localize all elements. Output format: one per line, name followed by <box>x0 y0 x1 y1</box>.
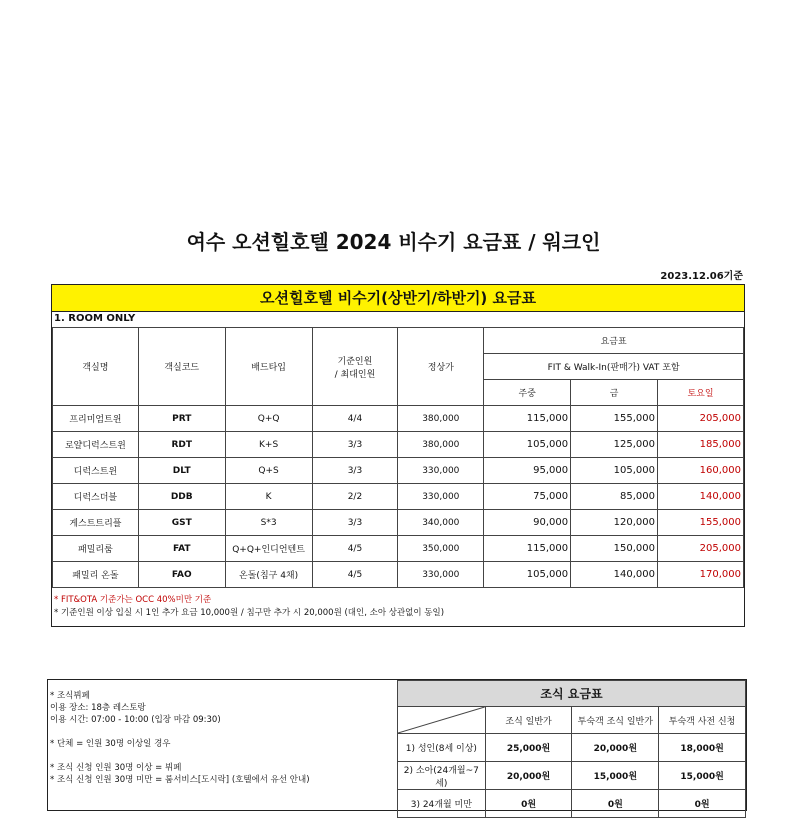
room-code-cell: DDB <box>138 484 225 510</box>
breakfast-row-label: 3) 24개월 미만 <box>398 790 486 818</box>
table-row <box>53 536 744 562</box>
breakfast-row-label: 2) 소아(24개월~7세) <box>398 762 486 790</box>
breakfast-box <box>47 679 747 811</box>
friday-rate-cell: 85,000 <box>571 484 658 510</box>
weekday-rate-cell: 95,000 <box>484 458 571 484</box>
notes <box>54 594 444 620</box>
section-label: 1. ROOM ONLY <box>54 313 136 324</box>
breakfast-info-line: 이용 시간: 07:00 - 10:00 (입장 마감 09:30) <box>50 715 221 725</box>
bed-type-cell: K+S <box>225 432 312 458</box>
rate-box <box>51 284 745 627</box>
room-name-cell: 패밀리룸 <box>53 536 139 562</box>
header-capacity <box>312 328 398 406</box>
bed-type-cell: Q+S <box>225 458 312 484</box>
saturday-rate-cell: 155,000 <box>658 510 744 536</box>
room-code-cell: RDT <box>138 432 225 458</box>
table-row <box>398 734 746 762</box>
rack-rate-cell: 330,000 <box>398 458 484 484</box>
header-friday: 금 <box>571 380 658 406</box>
saturday-rate-cell: 160,000 <box>658 458 744 484</box>
weekday-rate-cell: 105,000 <box>484 432 571 458</box>
friday-rate-cell: 155,000 <box>571 406 658 432</box>
capacity-cell: 3/3 <box>312 510 398 536</box>
rate-banner: 오션힐호텔 비수기(상반기/하반기) 요금표 <box>52 285 744 312</box>
weekday-rate-cell: 90,000 <box>484 510 571 536</box>
header-weekday: 주중 <box>484 380 571 406</box>
table-row <box>53 458 744 484</box>
capacity-cell: 2/2 <box>312 484 398 510</box>
rack-rate-cell: 380,000 <box>398 432 484 458</box>
page-title: 여수 오션힐호텔 2024 비수기 요금표 / 워크인 <box>186 230 601 254</box>
friday-rate-cell: 125,000 <box>571 432 658 458</box>
room-name-cell: 로얄디럭스트윈 <box>53 432 139 458</box>
table-row <box>53 406 744 432</box>
friday-rate-cell: 150,000 <box>571 536 658 562</box>
table-row <box>53 432 744 458</box>
breakfast-col-general: 조식 일반가 <box>485 707 572 734</box>
room-name-cell: 게스트트리플 <box>53 510 139 536</box>
breakfast-table-title: 조식 요금표 <box>398 681 746 707</box>
breakfast-guest-cell: 20,000원 <box>572 734 659 762</box>
breakfast-general-cell: 25,000원 <box>485 734 572 762</box>
breakfast-prebook-cell: 0원 <box>659 790 746 818</box>
saturday-rate-cell: 205,000 <box>658 406 744 432</box>
breakfast-info-line: * 조식뷔페 <box>50 691 90 701</box>
bed-type-cell: K <box>225 484 312 510</box>
table-row <box>53 484 744 510</box>
note-extra-person: * 기준인원 이상 입실 시 1인 추가 요금 10,000원 / 침구만 추가 시 20,000원 (대인, 소아 상관없이 동일) <box>54 608 445 618</box>
weekday-rate-cell: 105,000 <box>484 562 571 588</box>
room-name-cell: 디럭스더블 <box>53 484 139 510</box>
header-room-name: 객실명 <box>53 328 139 406</box>
breakfast-col-guest: 투숙객 조식 일반가 <box>572 707 659 734</box>
breakfast-prebook-cell: 15,000원 <box>659 762 746 790</box>
room-name-cell: 패밀리 온돌 <box>53 562 139 588</box>
saturday-rate-cell: 205,000 <box>658 536 744 562</box>
capacity-cell: 3/3 <box>312 432 398 458</box>
room-code-cell: FAT <box>138 536 225 562</box>
friday-rate-cell: 105,000 <box>571 458 658 484</box>
header-capacity-line2: / 최대인원 <box>334 369 376 380</box>
weekday-rate-cell: 115,000 <box>484 536 571 562</box>
rack-rate-cell: 330,000 <box>398 484 484 510</box>
diagonal-cell <box>398 707 486 734</box>
breakfast-info <box>50 690 310 786</box>
breakfast-col-prebook: 투숙객 사전 신청 <box>659 707 746 734</box>
weekday-rate-cell: 75,000 <box>484 484 571 510</box>
weekday-rate-cell: 115,000 <box>484 406 571 432</box>
saturday-rate-cell: 185,000 <box>658 432 744 458</box>
room-code-cell: FAO <box>138 562 225 588</box>
room-rate-table <box>52 327 744 588</box>
rack-rate-cell: 340,000 <box>398 510 484 536</box>
capacity-cell: 3/3 <box>312 458 398 484</box>
bed-type-cell: Q+Q+인디언텐트 <box>225 536 312 562</box>
header-room-code: 객실코드 <box>138 328 225 406</box>
breakfast-general-cell: 20,000원 <box>485 762 572 790</box>
rack-rate-cell: 350,000 <box>398 536 484 562</box>
table-row <box>53 510 744 536</box>
table-row <box>53 562 744 588</box>
room-name-cell: 디럭스트윈 <box>53 458 139 484</box>
rack-rate-cell: 380,000 <box>398 406 484 432</box>
breakfast-info-line: * 단체 = 인원 30명 이상일 경우 <box>50 739 171 749</box>
room-code-cell: DLT <box>138 458 225 484</box>
header-vat-note: FIT & Walk-In(판매가) VAT 포함 <box>484 354 744 380</box>
bed-type-cell: S*3 <box>225 510 312 536</box>
saturday-rate-cell: 170,000 <box>658 562 744 588</box>
table-row <box>398 790 746 818</box>
capacity-cell: 4/5 <box>312 562 398 588</box>
friday-rate-cell: 140,000 <box>571 562 658 588</box>
reference-date: 2023.12.06기준 <box>660 271 743 282</box>
breakfast-rate-table <box>397 680 746 818</box>
friday-rate-cell: 120,000 <box>571 510 658 536</box>
breakfast-row-label: 1) 성인(8세 이상) <box>398 734 486 762</box>
saturday-rate-cell: 140,000 <box>658 484 744 510</box>
table-row <box>398 762 746 790</box>
room-code-cell: GST <box>138 510 225 536</box>
header-bed-type: 배드타입 <box>225 328 312 406</box>
breakfast-general-cell: 0원 <box>485 790 572 818</box>
breakfast-info-line: 이용 장소: 18층 레스토랑 <box>50 703 146 713</box>
capacity-cell: 4/4 <box>312 406 398 432</box>
breakfast-info-line: * 조식 신청 인원 30명 이상 = 뷔페 <box>50 763 182 773</box>
breakfast-prebook-cell: 18,000원 <box>659 734 746 762</box>
note-occ: * FIT&OTA 기준가는 OCC 40%미만 기준 <box>54 595 212 605</box>
breakfast-info-line: * 조식 신청 인원 30명 미만 = 룸서비스[도시락] (호텔에서 유선 안내) <box>50 775 310 785</box>
header-saturday: 토요일 <box>658 380 744 406</box>
room-code-cell: PRT <box>138 406 225 432</box>
rack-rate-cell: 330,000 <box>398 562 484 588</box>
room-name-cell: 프리미엄트윈 <box>53 406 139 432</box>
bed-type-cell: 온돌(침구 4채) <box>225 562 312 588</box>
breakfast-guest-cell: 0원 <box>572 790 659 818</box>
header-rack-rate: 정상가 <box>398 328 484 406</box>
header-capacity-line1: 기준인원 <box>337 356 373 367</box>
capacity-cell: 4/5 <box>312 536 398 562</box>
breakfast-guest-cell: 15,000원 <box>572 762 659 790</box>
bed-type-cell: Q+Q <box>225 406 312 432</box>
header-rate-table: 요금표 <box>484 328 744 354</box>
